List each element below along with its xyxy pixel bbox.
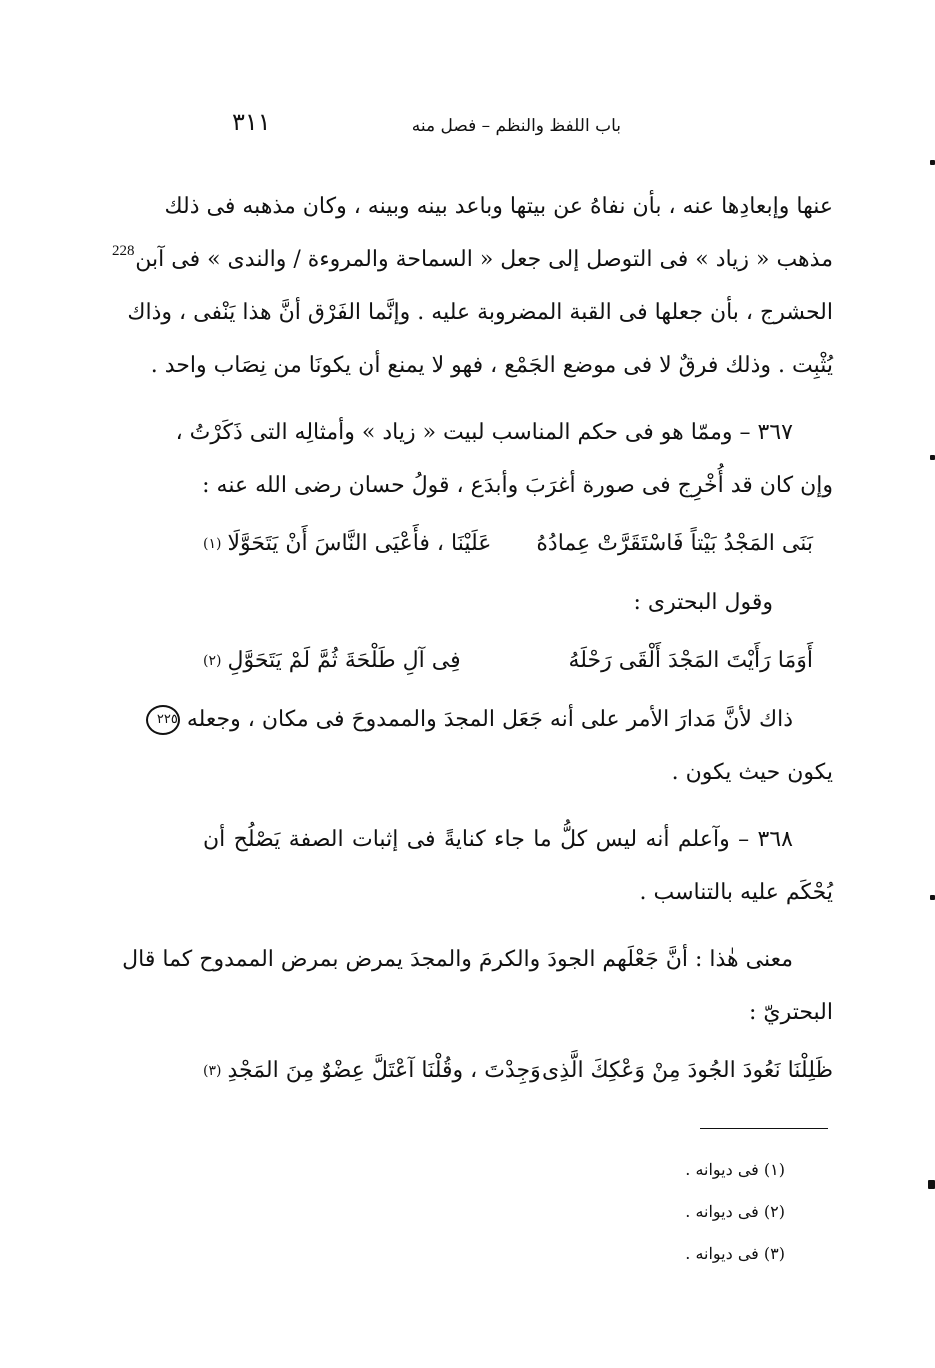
scan-mark-dot: [928, 1180, 935, 1189]
scan-mark-dot: [930, 160, 935, 165]
page-number: ٣١١: [232, 108, 271, 136]
text-span: ذاك لأنَّ مَدارَ الأمر على أنه جَعَل المجدَ والممدوحَ فى مكان ، وجعله: [186, 707, 793, 732]
text-line: ٣٦٨ – وآعلم أنه ليس كلُّ ما جاء كنايةً فى إثبات الصفة يَصْلُح أن: [203, 827, 793, 852]
verse-2-first-hemistich: أَوَمَا رَأَيْتَ المَجْدَ أَلْقَى رَحْلَهُ: [568, 648, 813, 673]
text-line: ٣٦٧ – وممّا هو فى حكم المناسب لبيت « زياد » وأمثالِه التى ذَكَرْتُ ،: [175, 420, 793, 445]
text-line: معنى هٰذا : أنَّ جَعْلَهم الجودَ والكرمَ والمجدَ يمرض بمرض الممدوح كما قال: [122, 947, 793, 972]
text-line: عنها وإبعادِها عنه ، بأن نفاهُ عن بيتها وباعد بينه وبينه ، وكان مذهبه فى ذلك: [164, 194, 833, 219]
footnote: (٢) فى ديوانه .: [685, 1202, 785, 1221]
footnote-ref-3: (٣): [203, 1063, 222, 1079]
scan-mark-dot: [930, 455, 935, 460]
verse-1-second-hemistich: عَلَيْنَا ، فأَعْيَى النَّاسَ أَنْ يَتَحَوَّلَا: [227, 531, 492, 556]
footnote-ref-2: (٢): [203, 653, 222, 669]
verse-2-second-hemistich: فِى آلِ طَلْحَةَ ثُمَّ لَمْ يَتَحَوَّلِ: [227, 648, 461, 673]
text-line: وقول البحترى :: [633, 590, 773, 615]
footnote-ref-1: (١): [203, 536, 222, 552]
verse-3-second-hemistich: وَجِدْتَ ، وقُلْنَا آعْتَلَّ عِضْوٌ مِنَ المَجْدِ: [227, 1058, 541, 1083]
text-line: الحشرج ، بأن جعلها فى القبة المضروبة عليه . وإنَّما الفَرْق أنَّ هذا يَنْفى ، وذاك: [127, 300, 833, 325]
verse-3-first-hemistich: ظَلِلْنَا نَعُودَ الجُودَ مِنْ وَعْكِكَ الَّذِى: [541, 1058, 833, 1083]
footnote-separator: [700, 1128, 828, 1129]
text-line: يُحْكَم عليه بالتناسب .: [639, 880, 833, 905]
verse-3: [203, 1039, 833, 1103]
text-line: وإن كان قد أُخْرِج فى صورة أغرَبَ وأبدَع ، قولُ حسان رضى الله عنه :: [202, 473, 833, 498]
margin-reference-number: 228: [112, 243, 135, 259]
verse-1-first-hemistich: بَنَى المَجْدُ بَيْتاً فَاسْتَقَرَّتْ عِمادُهُ: [536, 531, 813, 556]
verse-2: [203, 629, 833, 693]
footnotes: [685, 1158, 785, 1284]
footnote: (٣) فى ديوانه .: [685, 1244, 785, 1263]
scan-mark-dot: [930, 895, 935, 900]
text-line: يُثْبِت . وذلك فرقٌ لا فى موضع الجَمْع ، فهو لا يمنع أن يكونَا من نِصَاب واحد .: [150, 353, 833, 378]
text-line: [156, 693, 833, 746]
footnote: (١) فى ديوانه .: [685, 1160, 785, 1179]
circled-page-marker: ٢٢٥: [146, 705, 180, 735]
running-header-title: باب اللفظ والنظم – فصل منه: [411, 116, 621, 136]
verse-1: [203, 512, 833, 576]
text-line: البحتريّ :: [748, 1000, 833, 1025]
text-line: يكون حيث يكون .: [671, 760, 833, 785]
text-line: مذهب « زياد » فى التوصل إلى جعل « السماحة والمروءة / والندى » فى آبن: [135, 247, 833, 272]
